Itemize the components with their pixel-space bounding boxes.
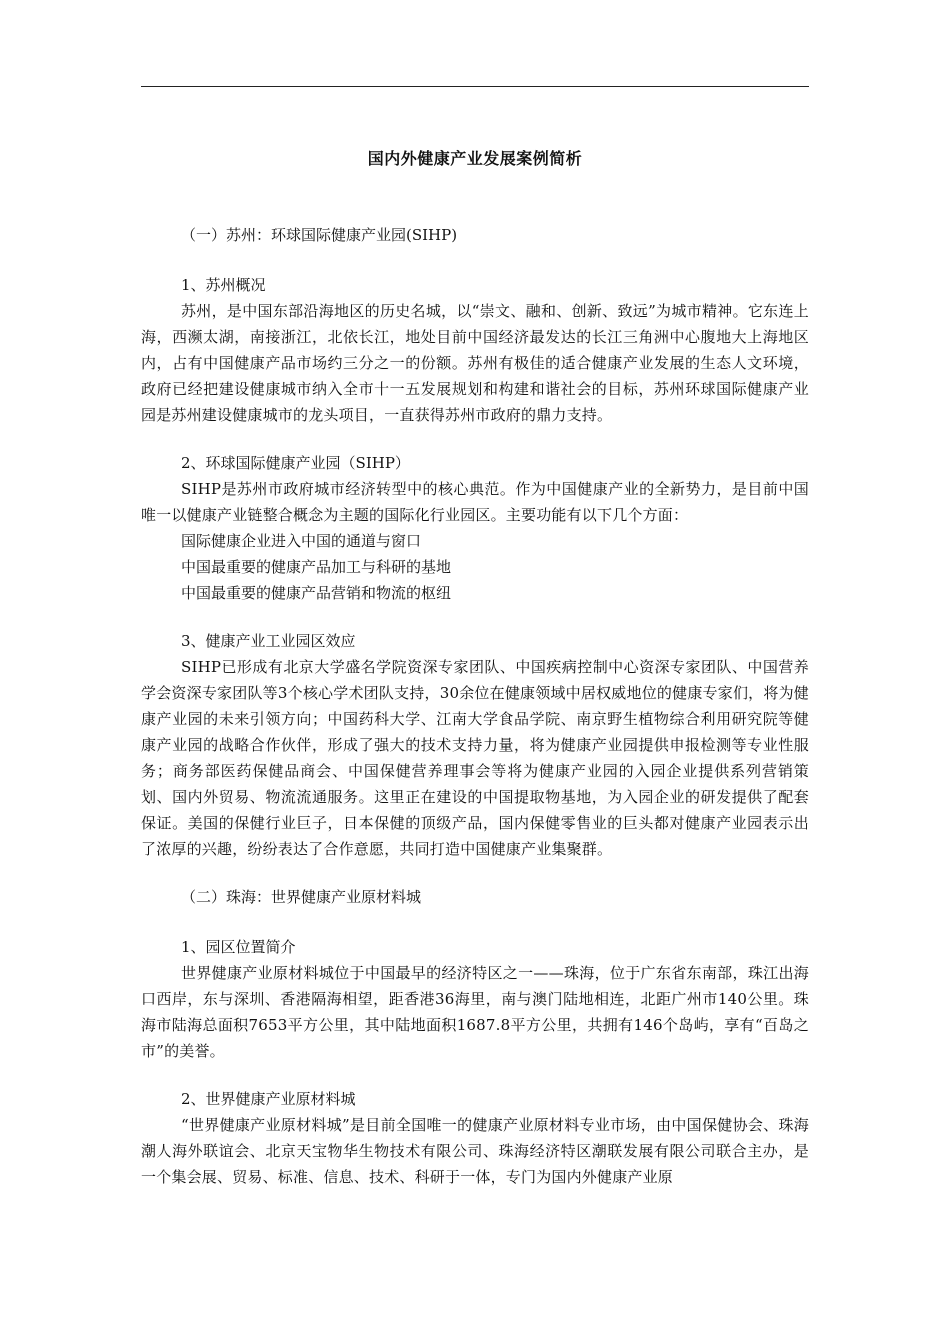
- header-rule: [141, 86, 809, 87]
- section-heading: （二）珠海：世界健康产业原材料城: [181, 888, 422, 906]
- section-heading: （一）苏州：环球国际健康产业园(SIHP): [181, 226, 458, 244]
- list-item: 中国最重要的健康产品加工与科研的基地: [181, 558, 452, 576]
- subsection-heading: 2、环球国际健康产业园（SIHP）: [181, 454, 410, 472]
- subsection-heading: 1、园区位置简介: [181, 938, 296, 956]
- subsection-heading: 1、苏州概况: [181, 276, 266, 294]
- subsection-heading: 3、健康产业工业园区效应: [181, 632, 356, 650]
- subsection-industrial-park-effect: [141, 628, 809, 862]
- list-item: 中国最重要的健康产品营销和物流的枢纽: [181, 584, 452, 602]
- paragraph: SIHP已形成有北京大学盛名学院资深专家团队、中国疾病控制中心资深专家团队、中国营养学会资深专家团队等3个核心学术团队支持，30余位在健康领域中居权威地位的健康专家们，将为健康产业园的未来引领方向；中国药科大学、江南大学食品学院、南京野生植物综合利用研究院等健康产业园的战略合作伙伴，形成了强大的技术支持力量，将为健康产业园提供申报检测等专业性服务；商务部医药保健品商会、中国保健营养理事会等将为健康产业园的入园企业提供系列营销策划、国内外贸易、物流流通服务。这里正在建设的中国提取物基地，为入园企业的研发提供了配套保证。美国的保健行业巨子，日本保健的顶级产品，国内保健零售业的巨头都对健康产业园表示出了浓厚的兴趣，纷纷表达了合作意愿，共同打造中国健康产业集聚群。: [141, 658, 809, 858]
- paragraph: 世界健康产业原材料城位于中国最早的经济特区之一——珠海，位于广东省东南部，珠江出海口西岸，东与深圳、香港隔海相望，距香港36海里，南与澳门陆地相连，北距广州市140公里。珠海市陆海总面积7653平方公里，其中陆地面积1687.8平方公里，共拥有146个岛屿，享有“百岛之市”的美誉。: [141, 964, 809, 1060]
- section-suzhou: [141, 222, 809, 862]
- document-body: [141, 146, 809, 1212]
- subsection-heading: 2、世界健康产业原材料城: [181, 1090, 356, 1108]
- subsection-park-location: [141, 934, 809, 1064]
- paragraph: SIHP是苏州市政府城市经济转型中的核心典范。作为中国健康产业的全新势力，是目前中国唯一以健康产业链整合概念为主题的国际化行业园区。主要功能有以下几个方面：: [141, 480, 809, 524]
- list-item: 国际健康企业进入中国的通道与窗口: [181, 532, 422, 550]
- paragraph: 苏州，是中国东部沿海地区的历史名城，以“崇文、融和、创新、致远”为城市精神。它东连上海，西濒太湖，南接浙江，北依长江，地处目前中国经济最发达的长江三角洲中心腹地大上海地区内，占有中国健康产品市场约三分之一的份额。苏州有极佳的适合健康产业发展的生态人文环境，政府已经把建设健康城市纳入全市十一五发展规划和构建和谐社会的目标，苏州环球国际健康产业园是苏州建设健康城市的龙头项目，一直获得苏州市政府的鼎力支持。: [141, 302, 809, 424]
- section-zhuhai: [141, 884, 809, 1190]
- subsection-suzhou-overview: [141, 272, 809, 428]
- document-title: 国内外健康产业发展案例简析: [367, 149, 583, 168]
- subsection-sihp: [141, 450, 809, 606]
- paragraph: “世界健康产业原材料城”是目前全国唯一的健康产业原材料专业市场，由中国保健协会、珠海潮人海外联谊会、北京天宝物华生物技术有限公司、珠海经济特区潮联发展有限公司联合主办，是一个集会展、贸易、标准、信息、技术、科研于一体，专门为国内外健康产业原: [141, 1116, 809, 1186]
- subsection-raw-material-city: [141, 1086, 809, 1190]
